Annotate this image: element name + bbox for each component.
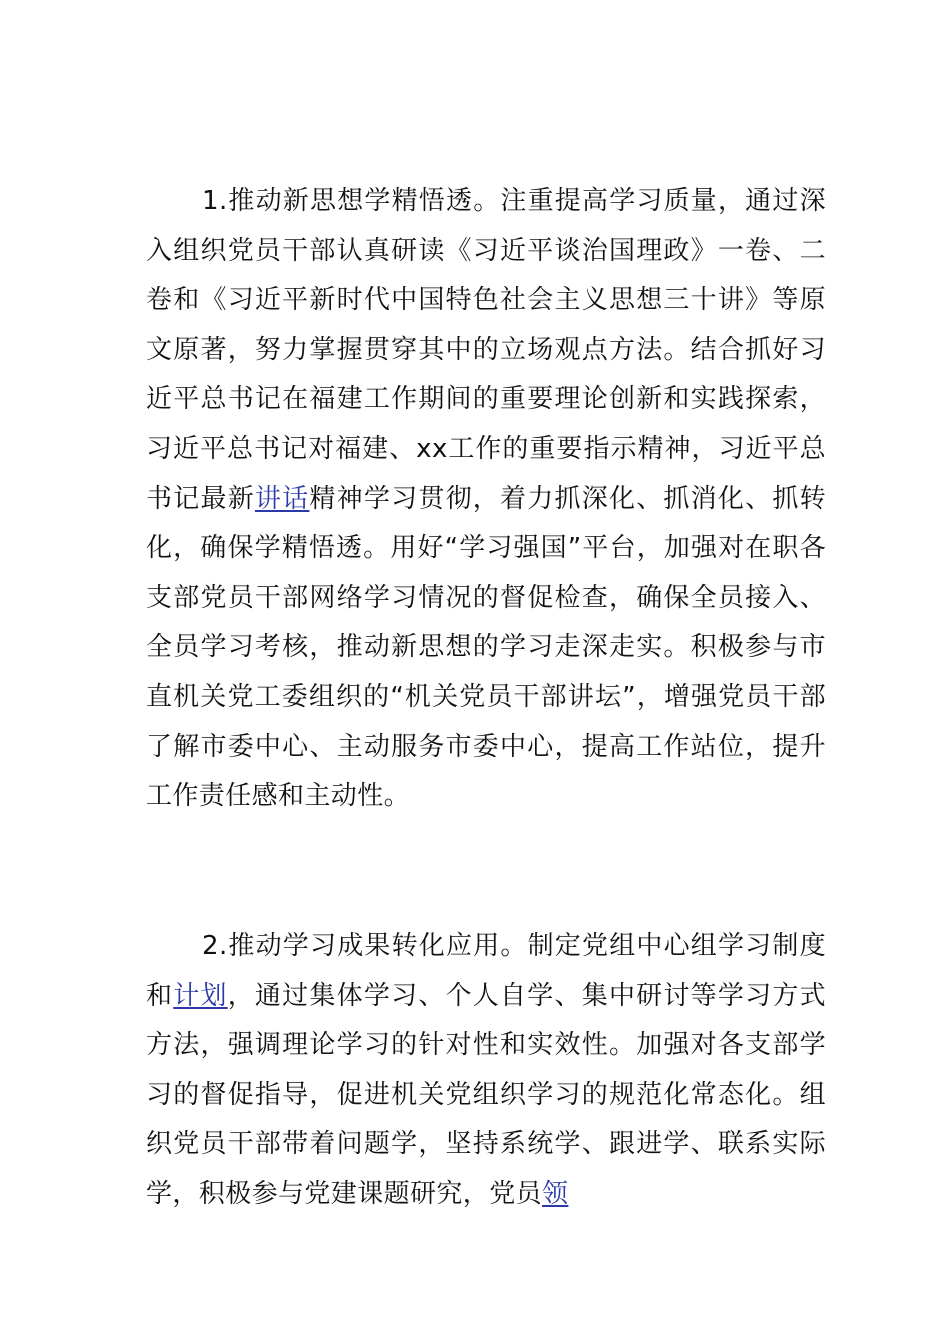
paragraph-2-text-end: ，通过集体学习、个人自学、集中研讨等学习方式方法，强调理论学习的针对性和实效性。加强对各支部学习的督促指导，促进机关党组织学习的规范化常态化。组织党员干部带着问题学，坚持系统学、跟进学、联系实际学，积极参与党建课题研究，党员 xyxy=(146,980,826,1209)
link-ling[interactable]: 领 xyxy=(542,1178,569,1209)
link-jihua[interactable]: 计划 xyxy=(173,980,228,1011)
paragraph-1-text-start: 1.推动新思想学精悟透。注重提高学习质量，通过深入组织党员干部认真研读《习近平谈治国理政》一卷、二卷和《习近平新时代中国特色社会主义思想三十讲》等原文原著，努力掌握贯穿其中的立场观点方法。结合抓好习近平总书记在福建工作期间的重要理论创新和实践探索，习近平总书记对福建、xx工作的重要指示精神，习近平总书记最新 xyxy=(146,186,826,514)
paragraph-1-text-end: 精神学习贯彻，着力抓深化、抓消化、抓转化，确保学精悟透。用好“学习强国”平台，加强对在职各支部党员干部网络学习情况的督促检查，确保全员接入、全员学习考核，推动新思想的学习走深走实。积极参与市直机关党工委组织的“机关党员干部讲坛”，增强党员干部了解市委中心、主动服务市委中心，提高工作站位，提升工作责任感和主动性。 xyxy=(146,483,826,812)
paragraph-1 xyxy=(146,177,826,822)
paragraph-2 xyxy=(146,922,826,1220)
paragraph-2-text-start: 2.推动学习成果转化应用。制定党组中心组学习制度和 xyxy=(146,931,826,1011)
link-jianghua[interactable]: 讲话 xyxy=(254,483,310,514)
